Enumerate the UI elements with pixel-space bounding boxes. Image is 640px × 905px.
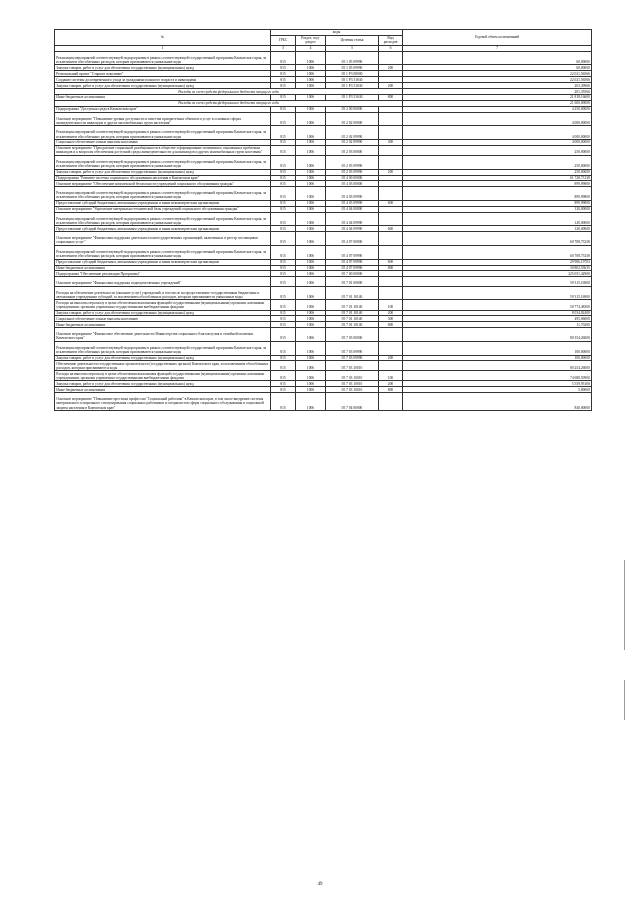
cell-note: Расходы за счет средств федерального бюджета текущего года <box>55 100 403 106</box>
table-row <box>55 145 592 155</box>
cell-target: 05 4 04 00000 <box>326 206 379 212</box>
cell-sum: 22 021,56566 <box>403 71 592 77</box>
table-row <box>55 51 592 65</box>
cell-target: 05 7 01 10140 <box>326 310 379 316</box>
cell-name: Основное мероприятие "Преодоление социальной разобщенности в обществе и формирование позитивного отношения к проблемам инвалидов и к вопросам обеспечения доступной среды жизнедеятельности для инвалидов и других маломобильных групп населения" <box>55 145 271 155</box>
cell-section: 1006 <box>296 206 326 212</box>
cell-section: 1006 <box>296 95 326 101</box>
table-row <box>55 245 592 259</box>
cell-exp-type: 600 <box>379 259 403 265</box>
table-row <box>55 361 592 371</box>
cell-sum: 80 254,26000 <box>403 361 592 371</box>
cell-note: Расходы за счет средств федерального бюджета текущего года <box>55 89 403 95</box>
table-row <box>55 371 592 381</box>
table-row <box>55 187 592 201</box>
cell-sum: 4 000,00000 <box>403 140 592 146</box>
cell-grbs: 815 <box>271 175 296 181</box>
table-row <box>55 212 592 226</box>
cell-target: 05 4 07 09990 <box>326 245 379 259</box>
cell-section: 1006 <box>296 393 326 411</box>
header-target: Целевая статья <box>326 35 379 45</box>
cell-grbs: 815 <box>271 371 296 381</box>
cell-target: 05 1 P3 51630 <box>326 95 379 101</box>
cell-grbs: 815 <box>271 77 296 83</box>
cell-exp-type <box>379 277 403 287</box>
cell-grbs: 815 <box>271 259 296 265</box>
cell-exp-type: 600 <box>379 226 403 232</box>
cell-name: Основное мероприятие "Повышение уровня доступности и качества приоритетных объектов и услуг в основных сферах жизнедеятельности инвалидов и других маломобильных групп населения" <box>55 112 271 126</box>
table-row <box>55 286 592 300</box>
cell-name: Закупка товаров, работ и услуг для обеспечения государственных (муниципальных) нужд <box>55 83 271 89</box>
cell-name: Основное мероприятие "Повышение престижа профессии "Социальный работник" в Камчатском крае, в том числе внедрение системы материального и морального стимулирования социальных работников и специалистов сферы социального обслуживания и социальной защиты населения в Камчатском крае" <box>55 393 271 411</box>
cell-sum: 60,00000 <box>403 65 592 71</box>
cell-name: Закупка товаров, работ и услуг для обеспечения государственных (муниципальных) нужд <box>55 310 271 316</box>
cell-target: 05 7 04 00000 <box>326 393 379 411</box>
cell-grbs: 815 <box>271 65 296 71</box>
cell-sum: 60 708,73338 <box>403 245 592 259</box>
cell-target: 05 7 03 09990 <box>326 355 379 361</box>
cell-sum: 120,00000 <box>403 206 592 212</box>
cell-sum: 899,99800 <box>403 187 592 201</box>
cell-exp-type: 800 <box>379 265 403 271</box>
cell-section: 1006 <box>296 200 326 206</box>
table-body <box>55 51 592 410</box>
cell-name: Обеспечение деятельности государственных органов власти (государственных органов) Камчатского края, за исключением обособленных расходов, которым присваиваются коды <box>55 361 271 371</box>
colnum: 7 <box>403 45 592 51</box>
cell-section: 1006 <box>296 387 326 393</box>
cell-name: Социальное обеспечение и иные выплаты населению <box>55 316 271 322</box>
table-header <box>55 30 592 52</box>
cell-grbs: 815 <box>271 232 296 246</box>
table-row <box>55 126 592 140</box>
cell-section: 1006 <box>296 187 326 201</box>
cell-target: 05 2 03 09990 <box>326 155 379 169</box>
cell-section: 1006 <box>296 310 326 316</box>
cell-name: Основное мероприятие "Финансовая поддержка подведомственных учреждений" <box>55 277 271 287</box>
cell-sum: 22 021,56566 <box>403 77 592 83</box>
cell-target: 05 2 02 09990 <box>326 140 379 146</box>
cell-name: Предоставление субсидий бюджетным, автономным учреждениям и иным некоммерческим организациям <box>55 226 271 232</box>
cell-name: Расходы на обеспечение деятельности (оказание услуг) учреждений, в том числе на предоставление государственным бюджетным и автономным учреждениям субсидий, за исключением обособленных расходов, которым присваиваются уникальные коды <box>55 286 271 300</box>
cell-sum: 203,39966 <box>403 83 592 89</box>
colnum: 3 <box>271 45 296 51</box>
cell-name: Основное мероприятие "Финансовая поддержка деятельности негосударственных организаций, включенных в реестр поставщиков социальных услуг" <box>55 232 271 246</box>
colnum: 6 <box>379 45 403 51</box>
cell-grbs: 815 <box>271 361 296 371</box>
cell-section: 1006 <box>296 371 326 381</box>
cell-name: Иные бюджетные ассигнования <box>55 265 271 271</box>
cell-name: Реализация мероприятий соответствующей подпрограммы в рамках соответствующей государственной программы Камчатского края, за исключением обособленных расходов, которым присваиваются уникальные коды <box>55 245 271 259</box>
cell-sum: 60,00000 <box>403 51 592 65</box>
cell-grbs: 815 <box>271 277 296 287</box>
header-exp-type: Вид расходов <box>379 35 403 45</box>
cell-grbs: 815 <box>271 140 296 146</box>
cell-target: 05 7 03 10010 <box>326 371 379 381</box>
cell-exp-type <box>379 145 403 155</box>
cell-section: 1006 <box>296 232 326 246</box>
cell-section: 1006 <box>296 355 326 361</box>
cell-section: 1006 <box>296 322 326 328</box>
cell-sum: 30 802,53635 <box>403 265 592 271</box>
cell-target: 05 2 03 09990 <box>326 169 379 175</box>
cell-sum: 4 000,00000 <box>403 112 592 126</box>
cell-sum: 840,00000 <box>403 393 592 411</box>
cell-sum: 61 728,73138 <box>403 175 592 181</box>
table-row <box>55 341 592 355</box>
colnum: 1 <box>55 45 271 51</box>
cell-name: Расходы на выплаты персоналу в целях обеспечения выполнения функций государственными (муниципальными) органами, казенными учреждениями, органами управления государственными внебюджетными фондами <box>55 371 271 381</box>
cell-sum: 201,35566 <box>403 89 592 95</box>
scan-edge-mark <box>624 560 625 650</box>
cell-target: 05 1 P3 51630 <box>326 83 379 89</box>
header-grbs: ГРБС <box>271 35 296 45</box>
cell-section: 1006 <box>296 181 326 187</box>
cell-section: 1006 <box>296 259 326 265</box>
cell-grbs: 815 <box>271 83 296 89</box>
cell-target: 05 2 02 00000 <box>326 112 379 126</box>
cell-exp-type <box>379 341 403 355</box>
cell-target: 05 7 03 09990 <box>326 341 379 355</box>
cell-exp-type <box>379 245 403 259</box>
cell-target: 05 4 07 09990 <box>326 259 379 265</box>
cell-grbs: 815 <box>271 322 296 328</box>
cell-exp-type <box>379 361 403 371</box>
cell-sum: 21 818,16600 <box>403 95 592 101</box>
cell-target: 05 2 02 09990 <box>326 126 379 140</box>
cell-section: 1006 <box>296 112 326 126</box>
cell-sum: 60 708,73338 <box>403 232 592 246</box>
cell-section: 1006 <box>296 106 326 112</box>
cell-section: 1006 <box>296 65 326 71</box>
cell-grbs: 815 <box>271 310 296 316</box>
cell-exp-type <box>379 51 403 65</box>
cell-exp-type: 300 <box>379 140 403 146</box>
cell-grbs: 815 <box>271 51 296 65</box>
cell-section: 1006 <box>296 169 326 175</box>
cell-sum: 11,70200 <box>403 322 592 328</box>
cell-exp-type <box>379 126 403 140</box>
cell-section: 1006 <box>296 328 326 342</box>
cell-sum: 50 774,48300 <box>403 300 592 310</box>
cell-target: 05 2 03 00000 <box>326 145 379 155</box>
cell-section: 1006 <box>296 265 326 271</box>
cell-exp-type: 800 <box>379 387 403 393</box>
cell-grbs: 815 <box>271 106 296 112</box>
cell-name: Реализация мероприятий соответствующей подпрограммы в рамках соответствующей государственной программы Камчатского края, за исключением обособленных расходов, которым присваиваются уникальные коды <box>55 51 271 65</box>
cell-target: 05 7 01 10140 <box>326 316 379 322</box>
cell-name: Социальное обеспечение и иные выплаты населению <box>55 140 271 146</box>
cell-name: Основное мероприятие "Обеспечение комплексной безопасности учреждений социального обслуживания граждан" <box>55 181 271 187</box>
cell-target: 05 4 04 09990 <box>326 212 379 226</box>
cell-section: 1006 <box>296 300 326 310</box>
cell-name: Закупка товаров, работ и услуг для обеспечения государственных (муниципальных) нужд <box>55 355 271 361</box>
cell-sum: 899,99800 <box>403 200 592 206</box>
cell-grbs: 815 <box>271 126 296 140</box>
header-no: № <box>55 30 271 46</box>
cell-grbs: 815 <box>271 245 296 259</box>
scan-edge-mark <box>624 680 625 720</box>
cell-grbs: 815 <box>271 316 296 322</box>
cell-exp-type <box>379 232 403 246</box>
cell-target: 05 4 03 09990 <box>326 200 379 206</box>
cell-grbs: 815 <box>271 226 296 232</box>
cell-name: Основное мероприятие "Укрепление материально-технической базы учреждений социального обслуживания граждан" <box>55 206 271 212</box>
cell-sum: 5 559,95100 <box>403 381 592 387</box>
cell-sum: 29 906,19703 <box>403 259 592 265</box>
cell-name: Иные бюджетные ассигнования <box>55 95 271 101</box>
cell-target: 05 7 00 00000 <box>326 271 379 277</box>
colnum: 4 <box>296 45 326 51</box>
cell-target: 05 7 03 10010 <box>326 361 379 371</box>
cell-grbs: 815 <box>271 169 296 175</box>
cell-name: Подпрограмма "Доступная среда в Камчатском крае" <box>55 106 271 112</box>
cell-name: Создание системы долговременного ухода за гражданами пожилого возраста и инвалидами <box>55 77 271 83</box>
cell-target: 05 7 01 10140 <box>326 286 379 300</box>
cell-grbs: 815 <box>271 271 296 277</box>
table-row <box>55 393 592 411</box>
cell-target: 05 1 05 09990 <box>326 65 379 71</box>
cell-name: Региональный проект "Старшее поколение" <box>55 71 271 77</box>
cell-grbs: 815 <box>271 71 296 77</box>
cell-grbs: 815 <box>271 181 296 187</box>
cell-name: Реализация мероприятий соответствующей подпрограммы в рамках соответствующей государственной программы Камчатского края, за исключением обособленных расходов, которым присваиваются уникальные коды <box>55 187 271 201</box>
cell-exp-type: 300 <box>379 316 403 322</box>
cell-section: 1006 <box>296 277 326 287</box>
table-row <box>55 277 592 287</box>
cell-sum: 4 250,00000 <box>403 106 592 112</box>
cell-target: 05 1 P3 00000 <box>326 71 379 77</box>
cell-sum: 21 600,00000 <box>403 100 592 106</box>
cell-target: 05 4 00 00000 <box>326 175 379 181</box>
header-codes: коды <box>271 30 403 36</box>
cell-target: 05 4 04 09990 <box>326 226 379 232</box>
cell-exp-type: 100 <box>379 371 403 381</box>
cell-section: 1006 <box>296 51 326 65</box>
table-row <box>55 112 592 126</box>
cell-grbs: 815 <box>271 200 296 206</box>
cell-name: Предоставление субсидий бюджетным, автономным учреждениям и иным некоммерческим организациям <box>55 259 271 265</box>
cell-name: Реализация мероприятий соответствующей подпрограммы в рамках соответствующей государственной программы Камчатского края, за исключением обособленных расходов, которым присваиваются уникальные коды <box>55 155 271 169</box>
cell-grbs: 815 <box>271 328 296 342</box>
cell-target: 05 1 05 09990 <box>326 51 379 65</box>
cell-sum: 4 000,00000 <box>403 126 592 140</box>
cell-grbs: 815 <box>271 381 296 387</box>
cell-section: 1006 <box>296 361 326 371</box>
budget-table <box>54 29 592 411</box>
cell-section: 1006 <box>296 77 326 83</box>
cell-section: 1006 <box>296 341 326 355</box>
cell-section: 1006 <box>296 316 326 322</box>
cell-target: 05 7 01 10140 <box>326 300 379 310</box>
cell-target: 05 4 03 00000 <box>326 181 379 187</box>
cell-exp-type <box>379 286 403 300</box>
cell-section: 1006 <box>296 83 326 89</box>
cell-sum: 59 315,16900 <box>403 277 592 287</box>
cell-exp-type <box>379 155 403 169</box>
cell-target: 05 4 03 09990 <box>326 187 379 201</box>
cell-exp-type: 600 <box>379 200 403 206</box>
cell-section: 1006 <box>296 145 326 155</box>
cell-name: Расходы на выплаты персоналу в целях обеспечения выполнения функций государственными (муниципальными) органами, казенными учреждениями, органами управления государственными внебюджетными фондами <box>55 300 271 310</box>
cell-grbs: 815 <box>271 155 296 169</box>
cell-grbs: 815 <box>271 387 296 393</box>
cell-grbs: 815 <box>271 265 296 271</box>
cell-exp-type <box>379 212 403 226</box>
cell-sum: 100,00000 <box>403 341 592 355</box>
cell-sum: 120,00000 <box>403 226 592 232</box>
cell-sum: 250,00000 <box>403 169 592 175</box>
cell-name: Основное мероприятие "Финансовое обеспечение деятельности Министерства социального благополучия и семейной политики Камчатского края" <box>55 328 271 342</box>
table-row <box>55 232 592 246</box>
cell-target: 05 4 07 09990 <box>326 265 379 271</box>
cell-name: Подпрограмма "Обеспечение реализации Программы" <box>55 271 271 277</box>
cell-grbs: 815 <box>271 393 296 411</box>
cell-sum: 74 688,50900 <box>403 371 592 381</box>
cell-sum: 899,99800 <box>403 181 592 187</box>
cell-exp-type: 200 <box>379 83 403 89</box>
cell-sum: 59 315,16900 <box>403 286 592 300</box>
cell-grbs: 815 <box>271 341 296 355</box>
table-row <box>55 328 592 342</box>
cell-section: 1006 <box>296 226 326 232</box>
cell-section: 1006 <box>296 286 326 300</box>
cell-sum: 120,00000 <box>403 212 592 226</box>
cell-exp-type: 200 <box>379 310 403 316</box>
cell-exp-type: 200 <box>379 381 403 387</box>
cell-grbs: 815 <box>271 145 296 155</box>
cell-target: 05 4 07 00000 <box>326 232 379 246</box>
cell-sum: 250,00000 <box>403 145 592 155</box>
cell-exp-type: 800 <box>379 322 403 328</box>
cell-sum: 250,00000 <box>403 155 592 169</box>
cell-section: 1006 <box>296 212 326 226</box>
cell-section: 1006 <box>296 71 326 77</box>
cell-exp-type: 200 <box>379 355 403 361</box>
cell-name: Закупка товаров, работ и услуг для обеспечения государственных (муниципальных) нужд <box>55 381 271 387</box>
cell-grbs: 815 <box>271 300 296 310</box>
cell-section: 1006 <box>296 155 326 169</box>
cell-name: Реализация мероприятий соответствующей подпрограммы в рамках соответствующей государственной программы Камчатского края, за исключением обособленных расходов, которым присваиваются уникальные коды <box>55 341 271 355</box>
cell-exp-type <box>379 328 403 342</box>
cell-exp-type: 200 <box>379 65 403 71</box>
page-number: 49 <box>317 882 323 887</box>
cell-name: Иные бюджетные ассигнования <box>55 387 271 393</box>
cell-section: 1006 <box>296 175 326 181</box>
cell-exp-type <box>379 112 403 126</box>
cell-exp-type <box>379 393 403 411</box>
cell-grbs: 815 <box>271 206 296 212</box>
cell-grbs: 815 <box>271 187 296 201</box>
table-row <box>55 155 592 169</box>
cell-exp-type <box>379 187 403 201</box>
cell-name: Реализация мероприятий соответствующей подпрограммы в рамках соответствующей государственной программы Камчатского края, за исключением обособленных расходов, которым присваиваются уникальные коды <box>55 212 271 226</box>
cell-name: Закупка товаров, работ и услуг для обеспечения государственных (муниципальных) нужд <box>55 169 271 175</box>
cell-grbs: 815 <box>271 112 296 126</box>
cell-section: 1006 <box>296 245 326 259</box>
cell-target: 05 7 01 00000 <box>326 277 379 287</box>
header-section: Раздел, под-раздел <box>296 35 326 45</box>
cell-section: 1006 <box>296 381 326 387</box>
colnum: 5 <box>326 45 379 51</box>
cell-exp-type: 200 <box>379 169 403 175</box>
cell-exp-type: 100 <box>379 300 403 310</box>
cell-target: 05 7 01 10140 <box>326 322 379 328</box>
cell-grbs: 815 <box>271 212 296 226</box>
cell-grbs: 815 <box>271 286 296 300</box>
cell-target: 05 7 03 10010 <box>326 381 379 387</box>
cell-grbs: 815 <box>271 355 296 361</box>
header-annual: Годовой объем ассигнований <box>403 30 592 46</box>
cell-section: 1006 <box>296 126 326 140</box>
cell-sum: 225 051,42900 <box>403 271 592 277</box>
cell-target: 05 2 00 00000 <box>326 106 379 112</box>
cell-sum: 8 034,02400 <box>403 310 592 316</box>
cell-sum: 495,06000 <box>403 316 592 322</box>
cell-target: 05 7 03 10010 <box>326 387 379 393</box>
cell-name: Реализация мероприятий соответствующей подпрограммы в рамках соответствующей государственной программы Камчатского края, за исключением обособленных расходов, которым присваиваются уникальные коды <box>55 126 271 140</box>
cell-name: Иные бюджетные ассигнования <box>55 322 271 328</box>
cell-name: Подпрограмма "Развитие системы социального обслуживания населения в Камчатском крае" <box>55 175 271 181</box>
cell-target: 05 7 03 00000 <box>326 328 379 342</box>
cell-grbs: 815 <box>271 95 296 101</box>
cell-target: 05 1 P3 51630 <box>326 77 379 83</box>
cell-name: Закупка товаров, работ и услуг для обеспечения государственных (муниципальных) нужд <box>55 65 271 71</box>
cell-sum: 100,00000 <box>403 355 592 361</box>
cell-section: 1006 <box>296 271 326 277</box>
cell-name: Предоставление субсидий бюджетным, автономным учреждениям и иным некоммерческим организациям <box>55 200 271 206</box>
cell-section: 1006 <box>296 140 326 146</box>
cell-exp-type: 800 <box>379 95 403 101</box>
cell-sum: 5,80000 <box>403 387 592 393</box>
table-row <box>55 300 592 310</box>
cell-sum: 80 354,26000 <box>403 328 592 342</box>
